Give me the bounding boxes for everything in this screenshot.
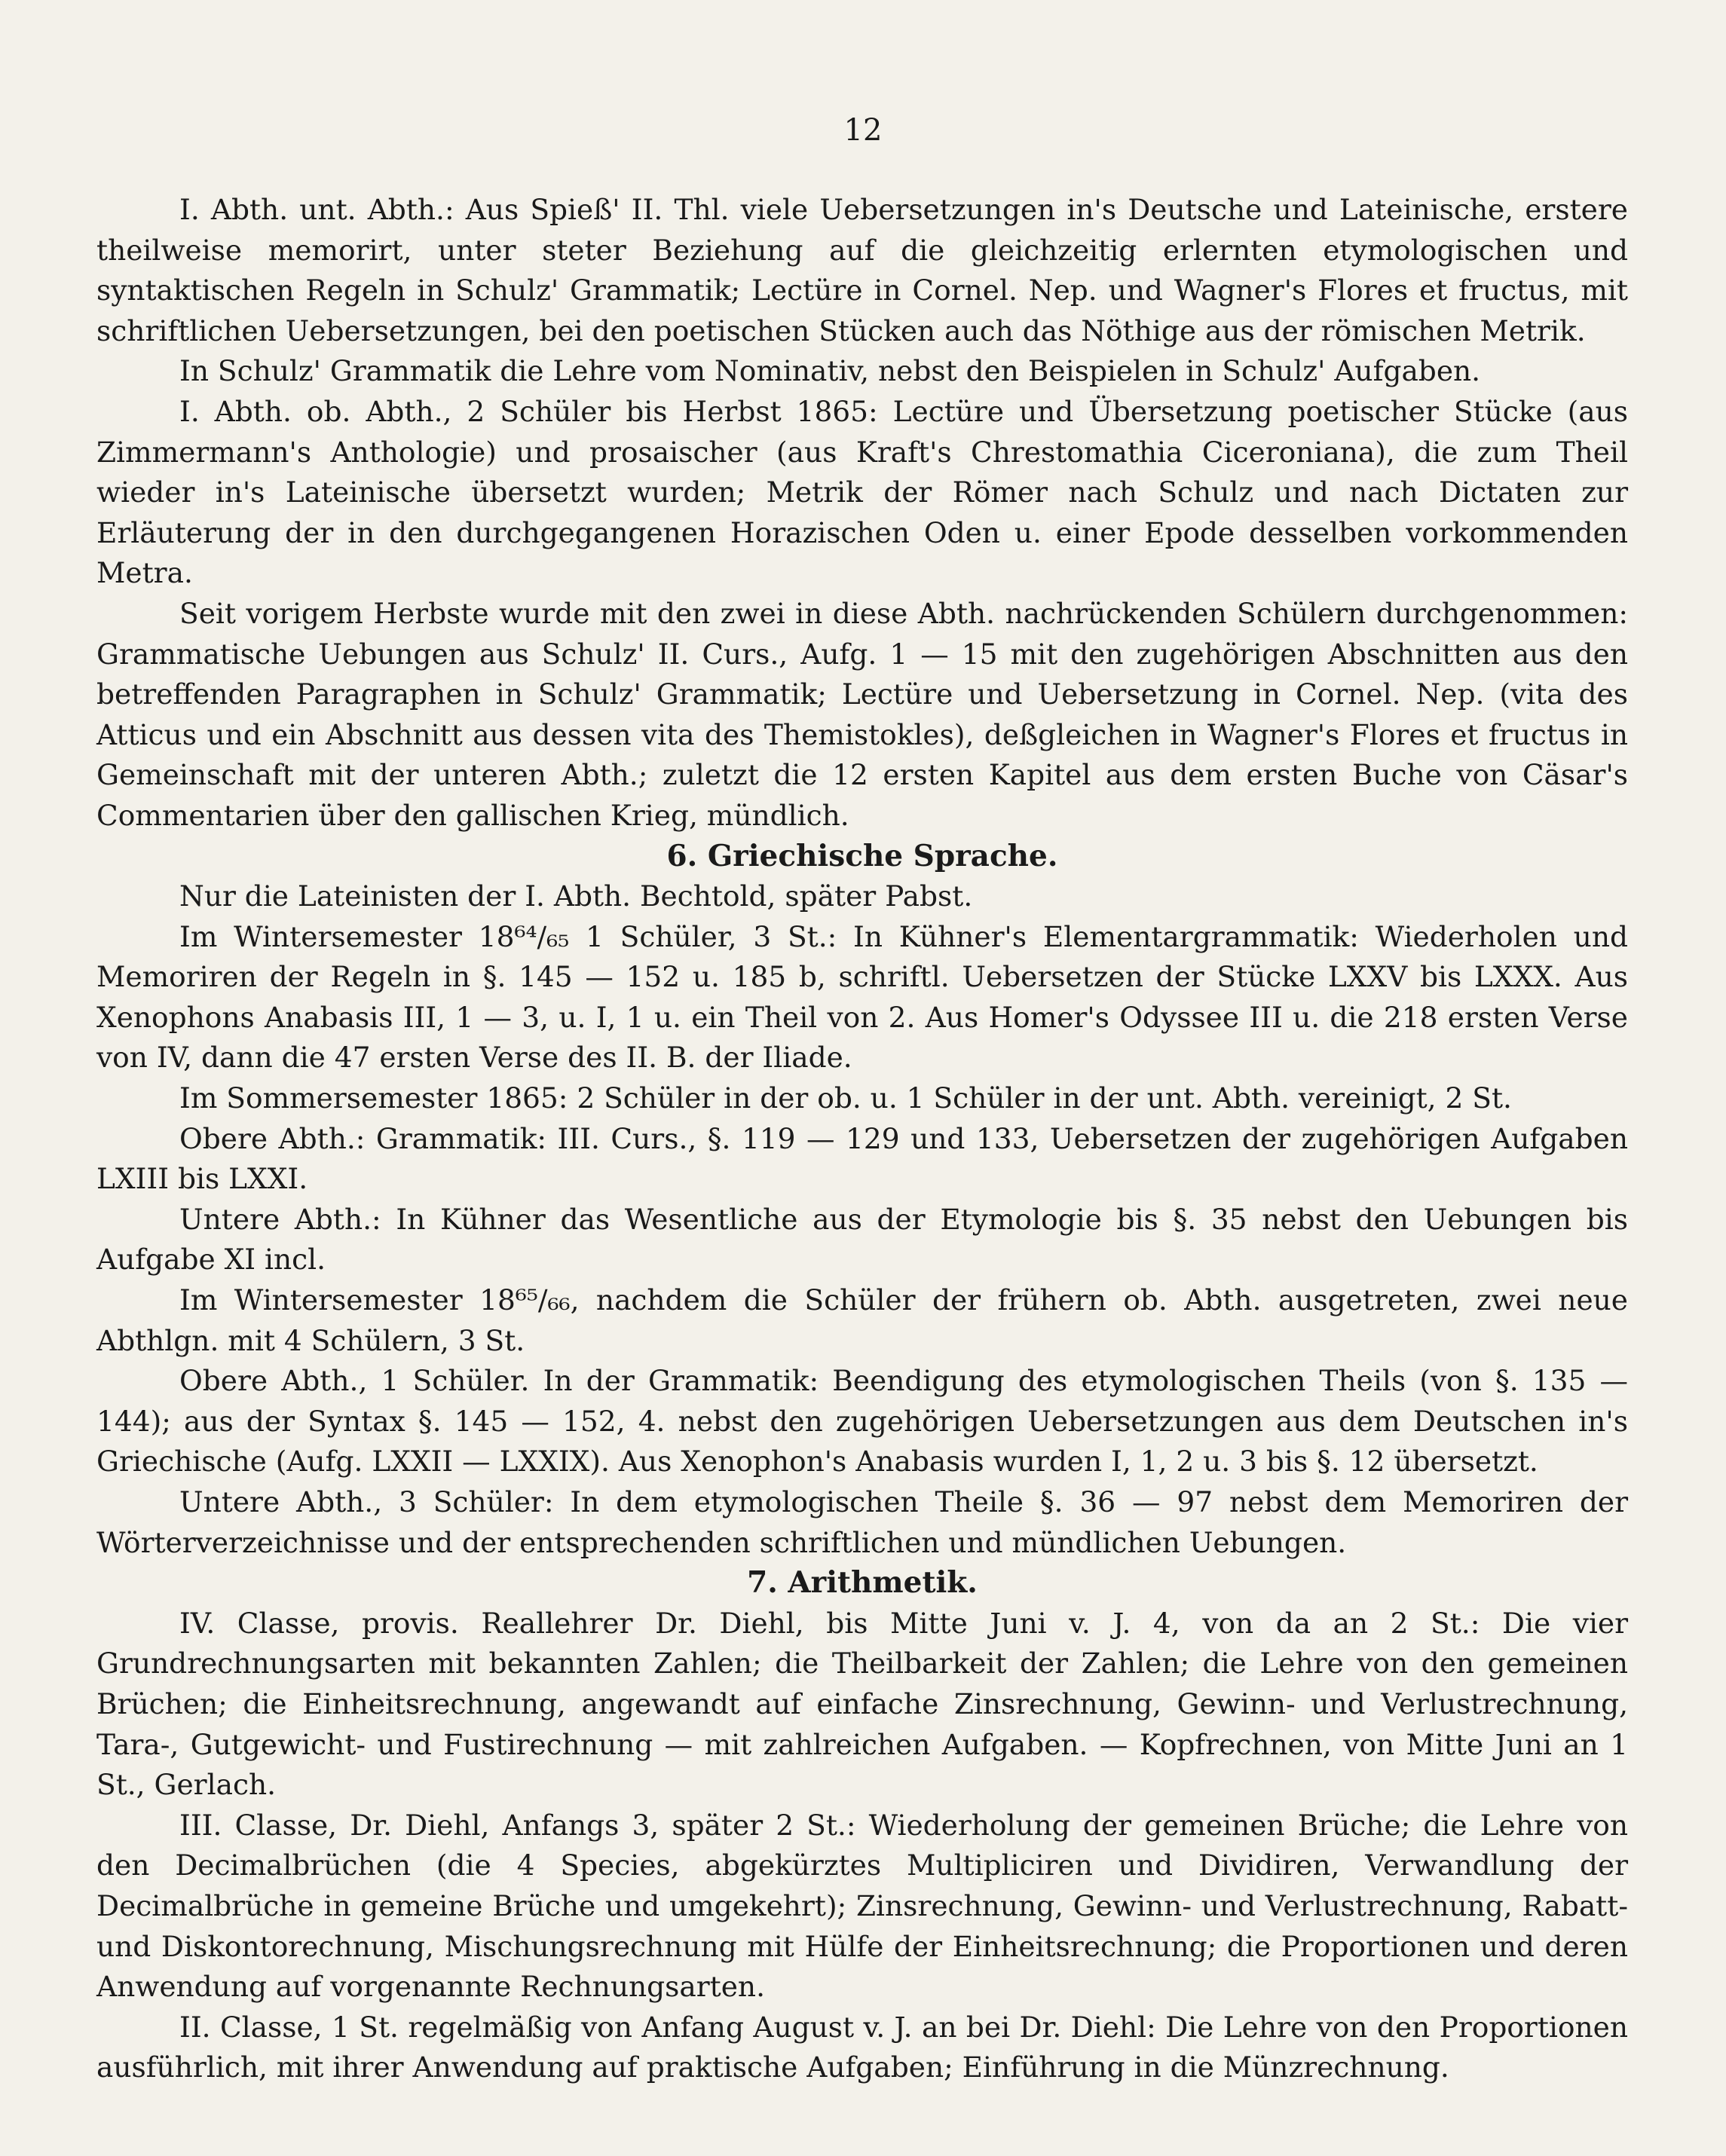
body-text: [96, 190, 1628, 2088]
paragraph: III. Classe, Dr. Diehl, Anfangs 3, später 2 St.: Wiederholung der gemeinen Brüche; die Lehre von den Decimalbrüchen (die 4 Species, abgekürztes Multipliciren und Dividiren, Verwandlung der Decimalbrüche in gemeine Brüche und umgekehrt); Zinsrechnung, Gewinn- und Verlustrechnung, Rabatt- und Diskontorechnung, Mischungsrechnung mit Hülfe der Einheitsrechnung; die Proportionen und deren Anwendung auf vorgenannte Rechnungsarten.: [96, 1808, 1628, 2004]
paragraph: Im Sommersemester 1865: 2 Schüler in der ob. u. 1 Schüler in der unt. Abth. vereinigt, 2 St.: [179, 1081, 1512, 1115]
section-heading-griechisch: 6. Griechische Sprache.: [666, 838, 1058, 873]
paragraph: Im Wintersemester 18⁶⁵/₆₆, nachdem die Schüler der frühern ob. Abth. ausgetreten, zwei neue Abthlgn. mit 4 Schülern, 3 St.: [96, 1283, 1628, 1357]
paragraph: IV. Classe, provis. Reallehrer Dr. Diehl, bis Mitte Juni v. J. 4, von da an 2 St.: Die vier Grundrechnungsarten mit bekannten Zahlen; die Theilbarkeit der Zahlen; die Lehre von den gemeinen Brüchen; die Einheitsrechnung, angewandt auf einfache Zinsrechnung, Gewinn- und Verlustrechnung, Tara-, Gutgewicht- und Fustirechnung — mit zahlreichen Aufgaben. — Kopfrechnen, von Mitte Juni an 1 St., Gerlach.: [96, 1606, 1628, 1802]
paragraph: I. Abth. unt. Abth.: Aus Spieß' II. Thl. viele Uebersetzungen in's Deutsche und Lateinische, erstere theilweise memorirt, unter steter Beziehung auf die gleichzeitig erlernten etymologischen und syntaktischen Regeln in Schulz' Grammatik; Lectüre in Cornel. Nep. und Wagner's Flores et fructus, mit schriftlichen Uebersetzungen, bei den poetischen Stücken auch das Nöthige aus der römischen Metrik.: [96, 193, 1628, 347]
paragraph: Nur die Lateinisten der I. Abth. Bechtold, später Pabst.: [179, 879, 973, 913]
page-number: 12: [843, 113, 883, 148]
paragraph: Obere Abth.: Grammatik: III. Curs., §. 119 — 129 und 133, Uebersetzen der zugehörigen Aufgaben LXIII bis LXXI.: [96, 1121, 1628, 1196]
section-heading-arithmetik: 7. Arithmetik.: [747, 1565, 978, 1601]
paragraph: Obere Abth., 1 Schüler. In der Grammatik: Beendigung des etymologischen Theils (von §. 135 — 144); aus der Syntax §. 145 — 152, 4. nebst den zugehörigen Uebersetzungen aus dem Deutschen in's Griechische (Aufg. LXXII — LXXIX). Aus Xenophon's Anabasis wurden I, 1, 2 u. 3 bis §. 12 übersetzt.: [96, 1364, 1628, 1479]
paragraph: II. Classe, 1 St. regelmäßig von Anfang August v. J. an bei Dr. Diehl: Die Lehre von den Proportionen ausführlich, mit ihrer Anwendung auf praktische Aufgaben; Einführung in die Münzrechnung.: [96, 2010, 1628, 2084]
paragraph: Seit vorigem Herbste wurde mit den zwei in diese Abth. nachrückenden Schülern durchgenommen: Grammatische Uebungen aus Schulz' II. Curs., Aufg. 1 — 15 mit den zugehörigen Abschnitten aus den betreffenden Paragraphen in Schulz' Grammatik; Lectüre und Uebersetzung in Cornel. Nep. (vita des Atticus und ein Abschnitt aus dessen vita des Themistokles), deßgleichen in Wagner's Flores et fructus in Gemeinschaft mit der unteren Abth.; zuletzt die 12 ersten Kapitel aus dem ersten Buche von Cäsar's Commentarien über den gallischen Krieg, mündlich.: [96, 596, 1628, 832]
paragraph: Untere Abth., 3 Schüler: In dem etymologischen Theile §. 36 — 97 nebst dem Memoriren der Wörterverzeichnisse und der entsprechenden schriftlichen und mündlichen Uebungen.: [96, 1485, 1628, 1559]
paragraph: I. Abth. ob. Abth., 2 Schüler bis Herbst 1865: Lectüre und Übersetzung poetischer Stücke (aus Zimmermann's Anthologie) und prosaischer (aus Kraft's Chrestomathia Ciceroniana), die zum Theil wieder in's Lateinische übersetzt wurden; Metrik der Römer nach Schulz und nach Dictaten zur Erläuterung der in den durchgegangenen Horazischen Oden u. einer Epode desselben vorkommenden Metra.: [96, 394, 1628, 590]
paragraph: Im Wintersemester 18⁶⁴/₆₅ 1 Schüler, 3 St.: In Kühner's Elementargrammatik: Wiederholen und Memoriren der Regeln in §. 145 — 152 u. 185 b, schriftl. Uebersetzen der Stücke LXXV bis LXXX. Aus Xenophons Anabasis III, 1 — 3, u. I, 1 u. ein Theil von 2. Aus Homer's Odyssee III u. die 218 ersten Verse von IV, dann die 47 ersten Verse des II. B. der Iliade.: [96, 919, 1628, 1075]
paragraph: Untere Abth.: In Kühner das Wesentliche aus der Etymologie bis §. 35 nebst den Uebungen bis Aufgabe XI incl.: [96, 1202, 1628, 1277]
paragraph: In Schulz' Grammatik die Lehre vom Nominativ, nebst den Beispielen in Schulz' Aufgaben.: [179, 354, 1481, 388]
